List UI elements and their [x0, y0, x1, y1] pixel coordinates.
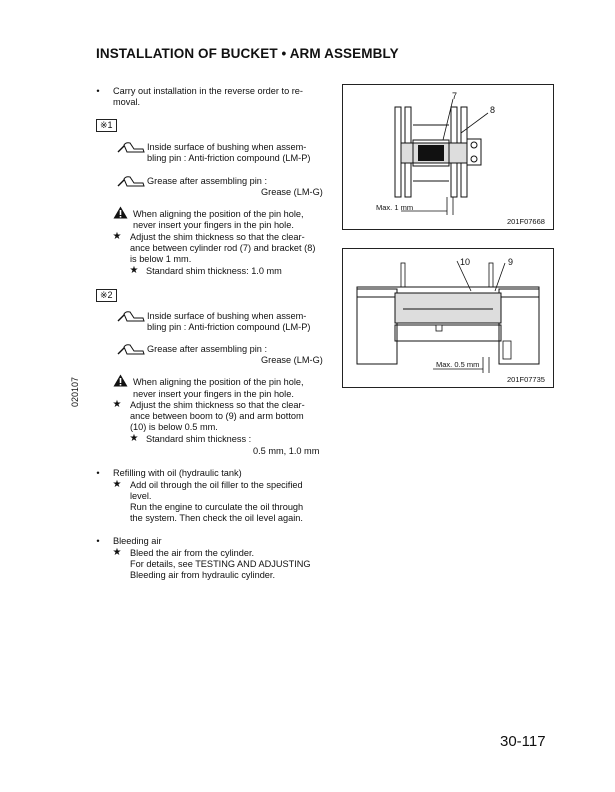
s1-lube-line-2: bling pin : Anti-friction compound (LM-P): [147, 153, 311, 163]
oil-can-icon: [117, 309, 145, 323]
figure-2-callout-10: 10: [460, 257, 471, 267]
ref-mark-2: ※2: [96, 289, 117, 302]
s2-warn-line-2: never insert your fingers in the pin hole.: [133, 389, 294, 399]
refill-line-1: Add oil through the oil filler to the specified: [130, 480, 303, 490]
refill-line-4: the system. Then check the oil level again.: [130, 513, 303, 523]
star-icon: ★: [129, 433, 139, 444]
bullet: •: [96, 468, 100, 478]
page-number: 30-117: [500, 733, 546, 750]
star-icon: ★: [112, 547, 122, 558]
s2-lube-line-1: Inside surface of bushing when assem-: [147, 311, 307, 321]
warning-triangle-icon: [113, 374, 128, 387]
bleed-line-1: Bleed the air from the cylinder.: [130, 548, 255, 558]
bleed-heading: Bleeding air: [113, 536, 162, 546]
s2-lube-line-2: bling pin : Anti-friction compound (LM-P): [147, 322, 311, 332]
s1-warn-line-2: never insert your fingers in the pin hole.: [133, 220, 294, 230]
figure-1-dimension: Max. 1 mm: [376, 203, 414, 212]
intro-line-2: moval.: [113, 97, 141, 107]
intro-line-1: Carry out installation in the reverse order to re-: [113, 86, 303, 96]
star-icon: ★: [112, 479, 122, 490]
figure-1-code: 201F07668: [507, 217, 545, 226]
s2-adjust-line-1: Adjust the shim thickness so that the clear-: [130, 400, 305, 410]
refill-line-2: level.: [130, 491, 152, 501]
refill-line-3: Run the engine to curculate the oil through: [130, 502, 304, 512]
side-code: 020107: [70, 376, 80, 408]
page-title: INSTALLATION OF BUCKET • ARM ASSEMBLY: [96, 46, 399, 61]
oil-can-icon: [117, 174, 145, 188]
s1-adjust-line-3: is below 1 mm.: [130, 254, 192, 264]
s1-standard-shim: Standard shim thickness: 1.0 mm: [146, 266, 282, 276]
s1-warn-line-1: When aligning the position of the pin hole,: [133, 209, 304, 219]
s1-adjust-line-1: Adjust the shim thickness so that the clear-: [130, 232, 305, 242]
figure-2-code: 201F07735: [507, 375, 545, 384]
figure-1-drawing: [343, 85, 553, 229]
s2-adjust-line-2: ance between boom to (9) and arm bottom: [130, 411, 304, 421]
star-icon: ★: [112, 399, 122, 410]
figure-1: [342, 84, 554, 230]
figure-2-callout-9: 9: [508, 257, 514, 267]
star-icon: ★: [129, 265, 139, 276]
figure-1-callout-7: 7: [452, 91, 458, 101]
star-icon: ★: [112, 231, 122, 242]
ref-mark-1: ※1: [96, 119, 117, 132]
oil-can-icon: [117, 342, 145, 356]
figure-2-dimension: Max. 0.5 mm: [436, 360, 480, 369]
refill-heading: Refilling with oil (hydraulic tank): [113, 468, 242, 478]
s2-standard-shim: Standard shim thickness :: [146, 434, 252, 444]
bullet: •: [96, 86, 100, 96]
s2-grease-line-1: Grease after assembling pin :: [147, 344, 268, 354]
s2-adjust-line-3: (10) is below 0.5 mm.: [130, 422, 218, 432]
s2-grease-line-2: Grease (LM-G): [261, 355, 323, 365]
s1-lube-line-1: Inside surface of bushing when assem-: [147, 142, 307, 152]
s2-standard-values: 0.5 mm, 1.0 mm: [253, 446, 320, 456]
s2-warn-line-1: When aligning the position of the pin hole,: [133, 377, 304, 387]
warning-triangle-icon: [113, 206, 128, 219]
s1-adjust-line-2: ance between cylinder rod (7) and bracket (8): [130, 243, 316, 253]
s1-grease-line-1: Grease after assembling pin :: [147, 176, 268, 186]
bleed-line-2: For details, see TESTING AND ADJUSTING: [130, 559, 311, 569]
figure-1-callout-8: 8: [490, 105, 496, 115]
s1-grease-line-2: Grease (LM-G): [261, 187, 323, 197]
bleed-line-3: Bleeding air from hydraulic cylinder.: [130, 570, 276, 580]
oil-can-icon: [117, 140, 145, 154]
bullet: •: [96, 536, 100, 546]
